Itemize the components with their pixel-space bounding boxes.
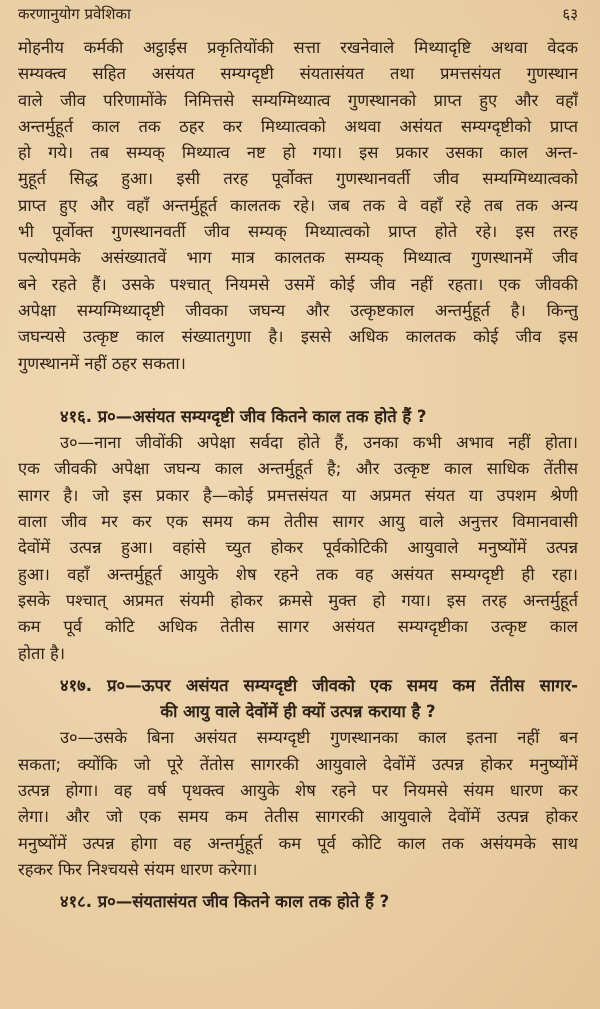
answer-line: उत्पन्न होगा। वह वर्ष पृथक्त्व आयुके शेष रहने पर नियमसे संयम धारण कर — [18, 781, 578, 801]
answer-line: होता है। — [18, 643, 65, 663]
answer-line: इसके पश्चात् अप्रमत संयमी होकर क्रमसे मुक्त हो गया। इस तरह अन्तर्मुहूर्त — [18, 590, 578, 610]
text-line: सम्यक्त्व सहित असंयत सम्यग्दृष्टी संयतासंयत तथा प्रमत्तसंयत गुणस्थान — [18, 64, 578, 84]
question-heading: ४१६. प्र०—असंयत सम्यग्दृष्टी जीव कितने काल तक होते हैं ? — [60, 406, 427, 426]
text-line: अपेक्षा सम्यग्मिथ्यादृष्टी जीवका जघन्य और उत्कृष्टकाल अन्तर्मुहूर्त है। किन्तु — [18, 300, 578, 320]
text-line: अन्तर्मुहूर्त काल तक ठहर कर मिथ्यात्वको अथवा असंयत सम्यग्दृष्टीको प्राप्त — [18, 116, 578, 136]
answer-line: वाला जीव मर कर एक समय कम तेतीस सागर आयु वाले अनुत्तर विमानवासी — [18, 512, 578, 532]
answer-line: मनुष्योंमें उत्पन्न होगा वह अन्तर्मुहूर्त कम पूर्व कोटि काल तक असंयमके साथ — [18, 833, 578, 853]
answer-line: एक जीवकी अपेक्षा जघन्य काल अन्तर्मुहूर्त है; और उत्कृष्ट काल साधिक तेंतीस — [18, 459, 578, 479]
question-heading: ४१८. प्र०—संयतासंयत जीव कितने काल तक होते हैं ? — [60, 892, 390, 912]
text-line: वाले जीव परिणामोंके निमित्तसे सम्यग्मिथ्यात्व गुणस्थानको प्राप्त हुए और वहाँ — [18, 90, 578, 110]
paragraph-intro — [18, 35, 578, 377]
text-line: भी पूर्वोक्त गुणस्थानवर्ती जीव सम्यक् मिथ्यात्वको प्राप्त होते रहे। इस तरह — [18, 222, 578, 242]
question-heading: ४१७. प्र०—ऊपर असंयत सम्यग्दृष्टी जीवको एक समय कम तेंतीस सागर- — [60, 675, 578, 695]
answer-line: सागर है। जो इस प्रकार है—कोई प्रमत्तसंयत या अप्रमत संयत या उपशम श्रेणी — [18, 485, 578, 505]
page-body — [18, 35, 578, 916]
question-416 — [18, 404, 578, 667]
answer-line: हुआ। वहाँ अन्तर्मुहूर्त आयुके शेष रहने तक वह असंयत सम्यग्दृष्टी ही रहा। — [18, 564, 578, 584]
text-line: मुहूर्त सिद्ध हुआ। इसी तरह पूर्वोक्त गुणस्थानवर्ती जीव सम्यग्मिथ्यात्वको — [18, 169, 578, 189]
book-title: करणानुयोग प्रवेशिका — [18, 5, 131, 23]
page-number: ६३ — [562, 5, 578, 23]
text-line: जघन्यसे उत्कृष्ट काल संख्यातगुणा है। इससे अधिक कालतक कोई जीव इस — [18, 327, 578, 347]
answer-line: देवोंमें उत्पन्न हुआ। वहांसे च्युत होकर पूर्वकोटिकी आयुवाले मनुष्योंमें उत्पन्न — [18, 538, 578, 558]
answer-line: कम पूर्व कोटि अधिक तेतीस सागर असंयत सम्यग्दृष्टीका उत्कृष्ट काल — [18, 617, 578, 637]
text-line: हो गये। तब सम्यक् मिथ्यात्व नष्ट हो गया। इस प्रकार उसका काल अन्त- — [18, 143, 578, 163]
answer-line: लेगा। और जो एक समय कम तेतीस सागरकी आयुवाले देवोंमें उत्पन्न होकर — [18, 807, 578, 827]
answer-line: उ०—उसके बिना असंयत सम्यग्दृष्टी गुणस्थानका काल इतना नहीं बन — [60, 728, 578, 748]
question-417 — [18, 673, 578, 883]
text-line: गुणस्थानमें नहीं ठहर सकता। — [18, 353, 186, 373]
running-header — [18, 4, 578, 28]
question-heading: की आयु वाले देवोंमें ही क्यों उत्पन्न कराया है ? — [160, 702, 436, 722]
text-line: मोहनीय कर्मकी अट्ठाईस प्रकृतियोंकी सत्ता रखनेवाले मिथ्यादृष्टि अथवा वेदक — [18, 38, 578, 57]
question-418 — [18, 889, 578, 915]
answer-line: उ०—नाना जीवोंकी अपेक्षा सर्वदा होते हैं, उनका कभी अभाव नहीं होता। — [60, 433, 578, 453]
answer-line: रहकर फिर निश्चयसे संयम धारण करेगा। — [18, 859, 258, 879]
text-line: पल्योपमके असंख्यातवें भाग मात्र कालतक सम्यक् मिथ्यात्व गुणस्थानमें जीव — [18, 248, 578, 268]
text-line: बने रहते हैं। उसके पश्चात् नियमसे उसमें कोई जीव नहीं रहता। एक जीवकी — [18, 274, 578, 294]
answer-line: सकता; क्योंकि जो पूरे तेंतोस सागरकी आयुवाले देवोंमें उत्पन्न होकर मनुष्योंमें — [18, 754, 578, 774]
text-line: प्राप्त हुए और वहाँ अन्तर्मुहूर्त कालतक रहे। जब तक वे वहाँ रहे तब तक अन्य — [18, 195, 578, 215]
